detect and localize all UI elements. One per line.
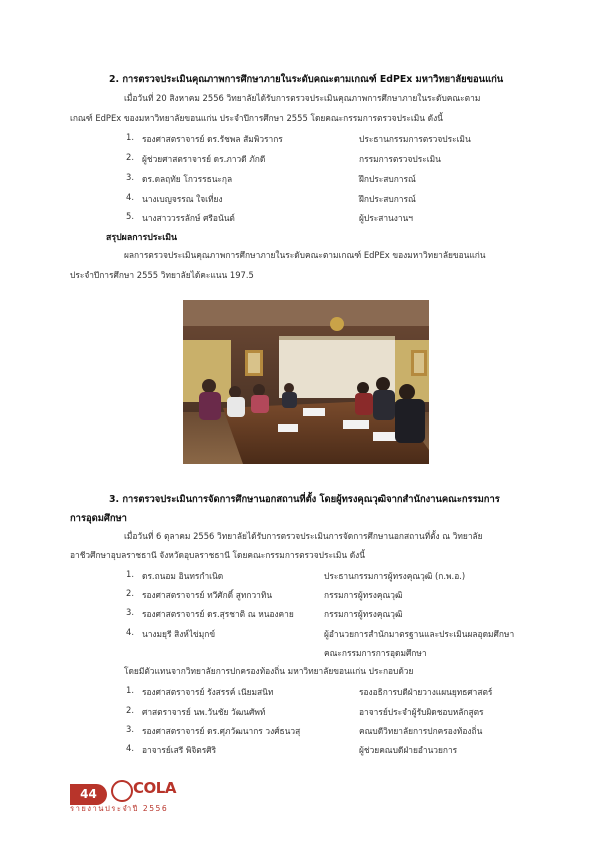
- summary-line1: ผลการตรวจประเมินคุณภาพการศึกษาภายในระดับคณะตามเกณฑ์ EdPEx ของมหาวิทยาลัยขอนแก่น: [124, 250, 486, 260]
- list-item: 4. อาจารย์เสรี พิจิตรศิริ ผู้ช่วยคณบดีฝ่ายอำนวยการ: [126, 743, 458, 755]
- section3-heading-line2: การอุดมศึกษา: [70, 513, 127, 524]
- section3-intro-line2: อาชีวศึกษาอุบลราชธานี จังหวัดอุบลราชธานี โดยคณะกรรมการตรวจประเมิน ดังนี้: [70, 550, 365, 560]
- list-item: 3. ดร.ดลฤทัย โกวรรธนะกุล ฝึกประสบการณ์: [126, 172, 416, 184]
- section2-heading: 2. การตรวจประเมินคุณภาพการศึกษาภายในระดับคณะตามเกณฑ์ EdPEx มหาวิทยาลัยขอนแก่น: [109, 74, 504, 85]
- list-item: 5. นางสาววรรลักษ์ ศรีอนันต์ ผู้ประสานงานฯ: [126, 211, 413, 223]
- list-item: 1. ดร.ถนอม อินทรกำเนิด ประธานกรรมการผู้ทรงคุณวุฒิ (ก.พ.อ.): [126, 569, 466, 581]
- list-item: 2. ผู้ช่วยศาสตราจารย์ ดร.ภาวดี ภักดี กรรมการตรวจประเมิน: [126, 152, 441, 164]
- section3-intro-line1: เมื่อวันที่ 6 ตุลาคม 2556 วิทยาลัยได้รับการตรวจประเมินการจัดการศึกษานอกสถานที่ตั้ง ณ วิทยาลัย: [124, 531, 483, 541]
- meeting-photo-illustration: [183, 300, 429, 464]
- section2-intro-line2: เกณฑ์ EdPEx ของมหาวิทยาลัยขอนแก่น ประจำปีการศึกษา 2555 โดยคณะกรรมการตรวจประเมิน ดังนี้: [70, 113, 443, 123]
- meeting-photo: [183, 300, 429, 464]
- summary-line2: ประจำปีการศึกษา 2555 วิทยาลัยได้คะแนน 197.5: [70, 270, 254, 280]
- list-item: 3. รองศาสตราจารย์ ดร.สุรชาติ ณ หนองคาย กรรมการผู้ทรงคุณวุฒิ: [126, 607, 403, 619]
- reps-intro: โดยมีตัวแทนจากวิทยาลัยการปกครองท้องถิ่น มหาวิทยาลัยขอนแก่น ประกอบด้วย: [124, 666, 414, 676]
- list-item: 3. รองศาสตราจารย์ ดร.ศุภวัฒนากร วงศ์ธนวสุ คณบดีวิทยาลัยการปกครองท้องถิ่น: [126, 724, 483, 736]
- list-item: 2. รองศาสตราจารย์ ทวีศักดิ์ สูทกวาทิน กรรมการผู้ทรงคุณวุฒิ: [126, 588, 403, 600]
- cola-logo-text: COLA: [133, 779, 176, 797]
- list-item: 1. รองศาสตราจารย์ รังสรรค์ เนียมสนิท รองอธิการบดีฝ่ายวางแผนยุทธศาสตร์: [126, 685, 493, 697]
- list-item: 4. นางเบญจรรณ ใจเที่ยง ฝึกประสบการณ์: [126, 192, 416, 204]
- page-number: 44: [70, 784, 107, 805]
- section2-intro-line1: เมื่อวันที่ 20 สิงหาคม 2556 วิทยาลัยได้รับการตรวจประเมินคุณภาพการศึกษาภายในระดับคณะตาม: [124, 93, 481, 103]
- list-item: 2. ศาสตราจารย์ นพ.วันชัย วัฒนศัพท์ อาจารย์ประจำผู้รับผิดชอบหลักสูตร: [126, 705, 484, 717]
- list-item: 4. นางมยุรี สิงห์ไข่มุกข์ ผู้อำนวยการสำนักมาตรฐานและประเมินผลอุดมศึกษา: [126, 627, 515, 639]
- report-title: รายงานประจำปี 2556: [70, 804, 169, 813]
- cola-logo-icon: [111, 780, 133, 802]
- list-item-role-continued: คณะกรรมการการอุดมศึกษา: [324, 648, 427, 658]
- summary-heading: สรุปผลการประเมิน: [106, 233, 178, 243]
- list-item: 1. รองศาสตราจารย์ ดร.รัชพล สัมพิวรากร ประธานกรรมการตรวจประเมิน: [126, 132, 471, 144]
- section3-heading-line1: 3. การตรวจประเมินการจัดการศึกษานอกสถานที่ตั้ง โดยผู้ทรงคุณวุฒิจากสำนักงานคณะกรรมการ: [109, 494, 500, 505]
